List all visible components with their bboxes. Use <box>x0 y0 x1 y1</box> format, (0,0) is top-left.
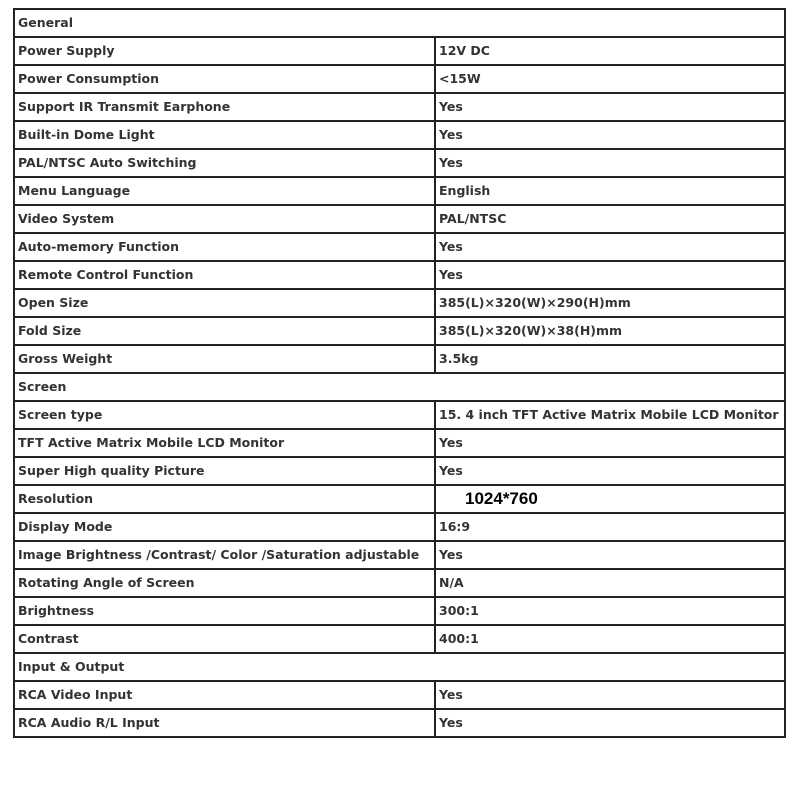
spec-value: 385(L)×320(W)×38(H)mm <box>435 317 785 345</box>
spec-label: Power Consumption <box>14 65 435 93</box>
spec-label: Resolution <box>14 485 435 513</box>
spec-value: Yes <box>435 681 785 709</box>
spec-value: Yes <box>435 121 785 149</box>
spec-value: Yes <box>435 261 785 289</box>
section-header: General <box>14 9 785 37</box>
spec-label: Image Brightness /Contrast/ Color /Saturation adjustable <box>14 541 435 569</box>
spec-row <box>14 93 785 121</box>
spec-row <box>14 625 785 653</box>
spec-table-body <box>14 9 785 737</box>
spec-row <box>14 177 785 205</box>
spec-label: Menu Language <box>14 177 435 205</box>
spec-value: Yes <box>435 93 785 121</box>
spec-row <box>14 709 785 737</box>
spec-value: 1024*760 <box>435 485 785 513</box>
spec-value: Yes <box>435 709 785 737</box>
spec-label: Screen type <box>14 401 435 429</box>
spec-row <box>14 513 785 541</box>
spec-label: RCA Video Input <box>14 681 435 709</box>
section-header: Input & Output <box>14 653 785 681</box>
spec-row <box>14 65 785 93</box>
spec-row <box>14 429 785 457</box>
spec-value: 15. 4 inch TFT Active Matrix Mobile LCD Monitor <box>435 401 785 429</box>
spec-label: Fold Size <box>14 317 435 345</box>
section-header: Screen <box>14 373 785 401</box>
spec-label: Rotating Angle of Screen <box>14 569 435 597</box>
spec-row <box>14 401 785 429</box>
spec-value: 12V DC <box>435 37 785 65</box>
spec-row <box>14 457 785 485</box>
spec-value: 16:9 <box>435 513 785 541</box>
section-header-row <box>14 653 785 681</box>
spec-row <box>14 317 785 345</box>
spec-label: Brightness <box>14 597 435 625</box>
spec-row <box>14 289 785 317</box>
spec-label: Built-in Dome Light <box>14 121 435 149</box>
spec-label: Auto-memory Function <box>14 233 435 261</box>
spec-value: <15W <box>435 65 785 93</box>
spec-row <box>14 149 785 177</box>
spec-label: RCA Audio R/L Input <box>14 709 435 737</box>
spec-value: Yes <box>435 149 785 177</box>
spec-label: Remote Control Function <box>14 261 435 289</box>
spec-row <box>14 345 785 373</box>
spec-label: TFT Active Matrix Mobile LCD Monitor <box>14 429 435 457</box>
spec-label: Open Size <box>14 289 435 317</box>
spec-table <box>13 8 786 738</box>
spec-value: N/A <box>435 569 785 597</box>
section-header-row <box>14 373 785 401</box>
spec-row <box>14 37 785 65</box>
spec-row <box>14 121 785 149</box>
spec-value: Yes <box>435 541 785 569</box>
spec-row <box>14 485 785 513</box>
spec-value: English <box>435 177 785 205</box>
spec-label: Contrast <box>14 625 435 653</box>
spec-row <box>14 597 785 625</box>
spec-value: 400:1 <box>435 625 785 653</box>
spec-label: Gross Weight <box>14 345 435 373</box>
spec-row <box>14 205 785 233</box>
spec-row <box>14 261 785 289</box>
spec-value: Yes <box>435 233 785 261</box>
spec-value: Yes <box>435 457 785 485</box>
spec-value: 385(L)×320(W)×290(H)mm <box>435 289 785 317</box>
spec-value: 300:1 <box>435 597 785 625</box>
spec-value: PAL/NTSC <box>435 205 785 233</box>
spec-label: Display Mode <box>14 513 435 541</box>
spec-label: PAL/NTSC Auto Switching <box>14 149 435 177</box>
spec-label: Power Supply <box>14 37 435 65</box>
spec-row <box>14 233 785 261</box>
spec-value: 3.5kg <box>435 345 785 373</box>
spec-row <box>14 541 785 569</box>
spec-label: Super High quality Picture <box>14 457 435 485</box>
section-header-row <box>14 9 785 37</box>
spec-row <box>14 569 785 597</box>
spec-row <box>14 681 785 709</box>
spec-label: Video System <box>14 205 435 233</box>
spec-label: Support IR Transmit Earphone <box>14 93 435 121</box>
spec-value: Yes <box>435 429 785 457</box>
